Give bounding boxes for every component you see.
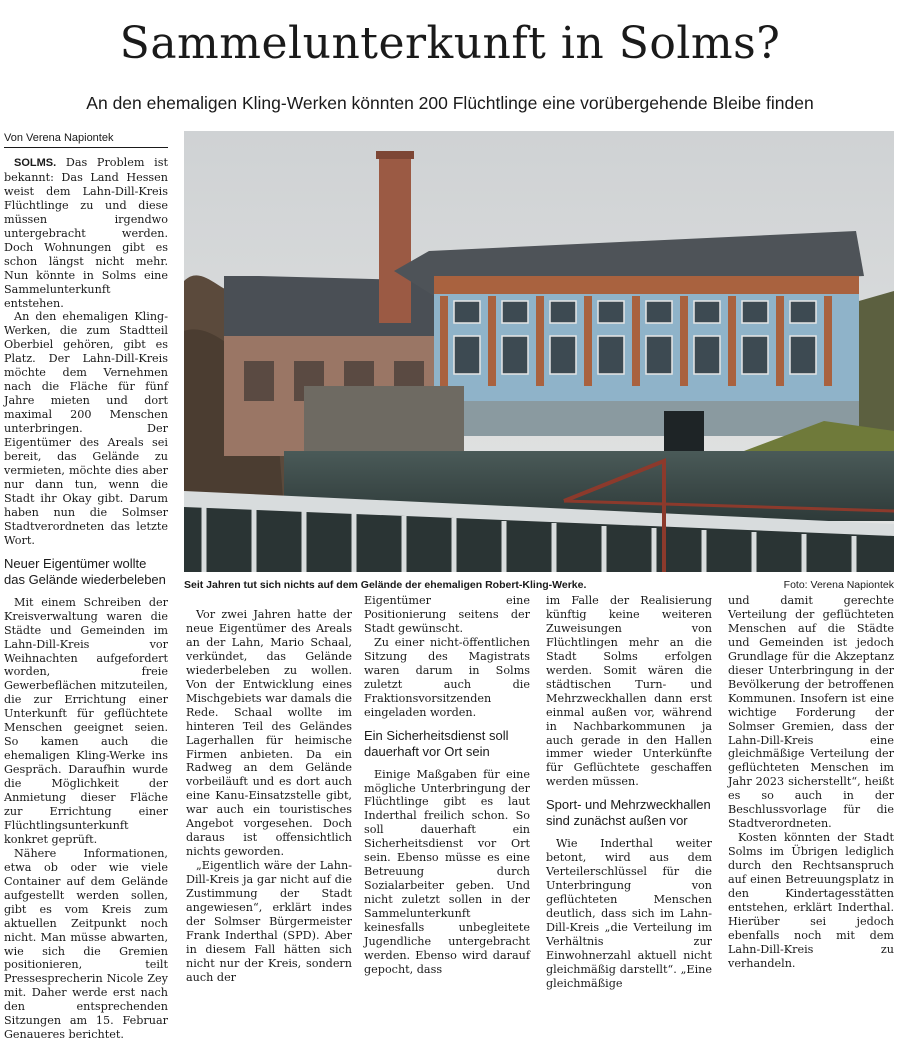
section-heading: Ein Sicherheitsdienst soll dauerhaft vor Ort sein [364,727,509,759]
paragraph: Vor zwei Jahren hatte der neue Eigentümer des Areals an der Lahn, Mario Schaal, verkündet, das Gelände wiederbeleben zu wollen. Von der Entwicklung eines Mischgebiets war damals die Rede. Schaal wollte im hinteren Teil des Geländes Lagerhallen für heimische Firmen anbieten. Da ein Radweg an dem Gelände vorbeiläuft und es dort auch eine Kanu-Einsatzstelle gibt, war auch ein touristisches Angebot vorgesehen. Doch daraus ist offensichtlich nichts geworden. [186,608,352,859]
headline: Sammelunterkunft in Solms? [119,18,781,69]
paragraph-text: Das Problem ist bekannt: Das Land Hessen weist dem Lahn-Dill-Kreis Flüchtlinge zu und diese müssen irgendwo untergebracht werden. Doch Wohnungen gibt es schon längst nicht mehr. Nun könnte in Solms eine Sammelunterkunft entstehen. [4,156,168,310]
text-column-4 [546,594,712,991]
paragraph: Wie Inderthal weiter betont, wird aus dem Verteilerschlüssel für die Unterbringung von geflüchteten Menschen deutlich, dass sich im Lahn-Dill-Kreis „die Verteilung im Verhältnis zur Einwohnerzahl aktuell nicht gleichmäßig darstellt“. „Eine gleichmäßige [546,837,712,990]
photo-credit: Foto: Verena Napiontek [783,579,894,591]
article-photo [184,131,894,572]
paragraph: Kosten könnten der Stadt Solms im Übrigen lediglich durch den Rechtsanspruch auf einen Betreuungsplatz in den Kindertagesstätten entstehen, erklärt Inderthal. Hierüber sei jedoch ebenfalls noch mit dem Lahn-Dill-Kreis zu verhandeln. [728,831,894,970]
text-column-2 [186,608,352,985]
paragraph: An den ehemaligen Kling-Werken, die zum Stadtteil Oberbiel gehören, gibt es Platz. Der Lahn-Dill-Kreis möchte dem Vernehmen nach die Fläche für fünf Jahre mieten und dort maximal 200 Menschen unterbringen. Der Eigentümer des Areals sei bereit, das Gelände zu vermieten, möchte dies aber nur dann tun, wenn die Stadt ihr Okay gibt. Darum haben nun die Solmser Stadtverordneten das letzte Wort. [4,310,168,547]
section-heading: Sport- und Mehrzweckhallen sind zunächst außen vor [546,797,711,829]
text-column-3 [364,594,530,977]
paragraph: im Falle der Realisierung künftig keine weiteren Zuweisungen von Flüchtlingen mehr an die Stadt Solms erfolgen werden. Somit wären die städtischen Turn- und Mehrzweckhallen dann erst einmal außen vor, während in Nachbarkommunen ja auch gerade in den Hallen immer wieder Unterkünfte für Geflüchtete geschaffen werden müssen. [546,594,712,789]
paragraph: und damit gerechte Verteilung der geflüchteten Menschen auf die Städte und Gemeinden ist jedoch Grundlage für die Akzeptanz dieser Unterbringung in der Bevölkerung der betroffenen Kommunen. Insofern ist eine wichtige Forderung der Solmser Gremien, dass der Lahn-Dill-Kreis eine gleichmäßige Verteilung der geflüchteten Menschen im Jahr 2023 sicherstellt“, heißt es so auch in der Beschlussvorlage für die Stadtverordneten. [728,594,894,831]
factory-photo [184,131,894,572]
paragraph: Mit einem Schreiben der Kreisverwaltung waren die Städte und Gemeinden im Lahn-Dill-Kreis vor Weihnachten aufgefordert worden, freie Gewerbeflächen mitzuteilen, die zur Errichtung einer Unterkunft für geflüchtete Menschen geeignet seien. So kamen auch die ehemaligen Kling-Werke ins Gespräch. Daraufhin wurde die Möglichkeit der Anmietung dieser Fläche zur Errichtung einer Flüchtlingsunterkunft konkret geprüft. [4,595,168,846]
paragraph: Eigentümer eine Positionierung seitens der Stadt gewünscht. [364,594,530,635]
text-column-5 [728,594,894,971]
paragraph [4,156,168,310]
paragraph: „Eigentlich wäre der Lahn-Dill-Kreis ja gar nicht auf die Zustimmung der Stadt angewiesen“, erklärt indes der Solmser Bürgermeister Frank Inderthal (SPD). Aber in diesem Fall hätten sich nicht nur der Kreis, sondern auch der [186,859,352,984]
dateline: SOLMS. [14,157,57,169]
photo-caption: Seit Jahren tut sich nichts auf dem Gelände der ehemaligen Robert-Kling-Werke. [184,579,587,591]
text-column-1 [4,156,168,1042]
paragraph: Zu einer nicht-öffentlichen Sitzung des Magistrats waren darum in Solms zuletzt auch die Fraktionsvorsitzenden eingeladen worden. [364,635,530,719]
paragraph: Einige Maßgaben für eine mögliche Unterbringung der Flüchtlinge gibt es laut Inderthal freilich schon. So soll dauerhaft ein Sicherheitsdienst vor Ort sein. Ebenso müsse es eine Betreuung durch Sozialarbeiter geben. Und nicht zuletzt sollen in der Sammelunterkunft keinesfalls unbegleitete Jugendliche untergebracht werden. Ebenso wird darauf gepocht, dass [364,767,530,976]
section-heading: Neuer Eigentümer wollte das Gelände wiederbeleben [4,555,166,587]
subheadline: An den ehemaligen Kling-Werken könnten 200 Flüchtlinge eine vorübergehende Bleibe finden [86,93,814,113]
byline: Von Verena Napiontek [4,131,168,148]
paragraph: Nähere Informationen, etwa ob oder wie viele Container auf dem Gelände aufgestellt werden sollen, gibt es vom Kreis zum aktuellen Zeitpunkt noch nicht. Man müsse abwarten, wie sich die Gremien positionieren, teilt Pressesprecherin Nicole Zey mit. Daher werde erst nach den entsprechenden Sitzungen am 15. Februar Genaueres berichtet. [4,846,168,1042]
